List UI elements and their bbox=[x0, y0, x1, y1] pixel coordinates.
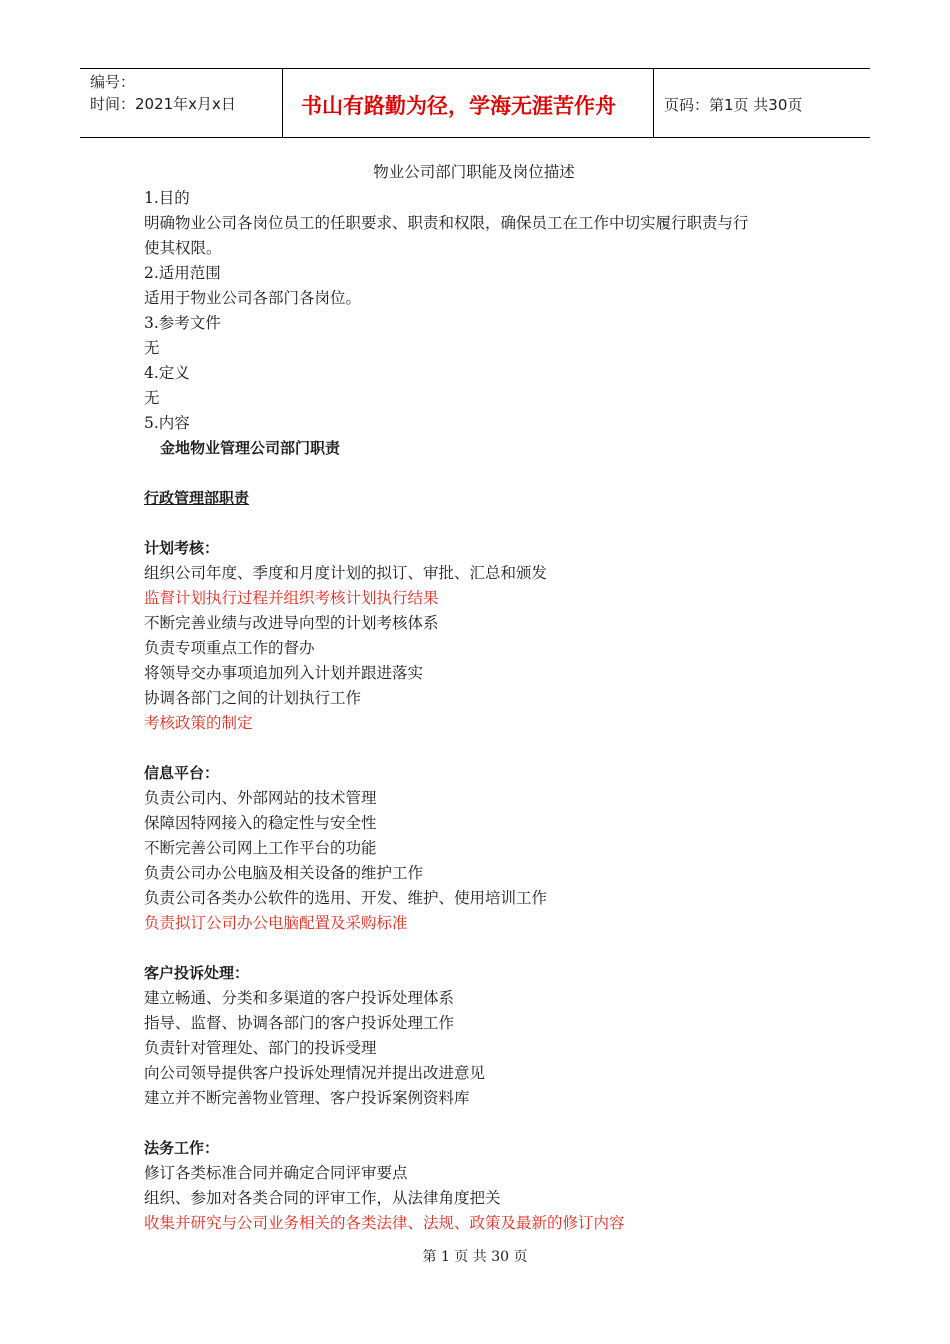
list-item: 负责专项重点工作的督办 bbox=[144, 639, 315, 657]
list-item: 向公司领导提供客户投诉处理情况并提出改进意见 bbox=[144, 1064, 486, 1082]
section-heading: 2.适用范围 bbox=[144, 264, 221, 282]
list-item: 负责拟订公司办公电脑配置及采购标准 bbox=[144, 914, 408, 932]
header-table bbox=[80, 68, 870, 138]
time-label: 时间：2021年x月x日 bbox=[90, 95, 236, 113]
list-item: 指导、监督、协调各部门的客户投诉处理工作 bbox=[144, 1014, 455, 1032]
list-item: 监督计划执行过程并组织考核计划执行结果 bbox=[144, 589, 439, 607]
spacer bbox=[144, 511, 824, 536]
document-body bbox=[144, 158, 824, 1236]
spacer bbox=[144, 936, 824, 961]
paragraph: 无 bbox=[144, 389, 160, 407]
paragraph: 明确物业公司各岗位员工的任职要求、职责和权限，确保员工在工作中切实履行职责与行 bbox=[144, 214, 749, 232]
paragraph: 使其权限。 bbox=[144, 239, 222, 257]
list-item: 组织、参加对各类合同的评审工作，从法律角度把关 bbox=[144, 1189, 501, 1207]
number-label: 编号： bbox=[90, 73, 136, 91]
spacer bbox=[144, 736, 824, 761]
section-heading: 1.目的 bbox=[144, 189, 190, 207]
list-item: 考核政策的制定 bbox=[144, 714, 253, 732]
header-motto: 书山有路勤为径，学海无涯苦作舟 bbox=[282, 69, 654, 137]
list-item: 建立并不断完善物业管理、客户投诉案例资料库 bbox=[144, 1089, 470, 1107]
subsection-heading-legal: 法务工作： bbox=[144, 1139, 220, 1157]
header-meta bbox=[80, 69, 282, 137]
list-item: 协调各部门之间的计划执行工作 bbox=[144, 689, 362, 707]
list-item: 将领导交办事项追加列入计划并跟进落实 bbox=[144, 664, 424, 682]
list-item: 负责公司内、外部网站的技术管理 bbox=[144, 789, 377, 807]
spacer bbox=[144, 461, 824, 486]
paragraph: 无 bbox=[144, 339, 160, 357]
subsection-heading-info: 信息平台： bbox=[144, 764, 220, 782]
list-item: 不断完善业绩与改进导向型的计划考核体系 bbox=[144, 614, 439, 632]
header-page-info: 页码：第1页 共30页 bbox=[664, 95, 803, 114]
list-item: 修订各类标准合同并确定合同评审要点 bbox=[144, 1164, 408, 1182]
list-item: 建立畅通、分类和多渠道的客户投诉处理体系 bbox=[144, 989, 455, 1007]
list-item: 保障因特网接入的稳定性与安全性 bbox=[144, 814, 377, 832]
section-heading: 5.内容 bbox=[144, 414, 190, 432]
company-heading: 金地物业管理公司部门职责 bbox=[160, 439, 341, 457]
paragraph: 适用于物业公司各部门各岗位。 bbox=[144, 289, 362, 307]
document-title: 物业公司部门职能及岗位描述 bbox=[373, 163, 575, 181]
list-item: 不断完善公司网上工作平台的功能 bbox=[144, 839, 377, 857]
list-item: 负责针对管理处、部门的投诉受理 bbox=[144, 1039, 377, 1057]
subsection-heading-complaint: 客户投诉处理： bbox=[144, 964, 250, 982]
list-item: 组织公司年度、季度和月度计划的拟订、审批、汇总和颁发 bbox=[144, 564, 548, 582]
spacer bbox=[144, 1111, 824, 1136]
page-footer: 第 1 页 共 30 页 bbox=[422, 1249, 528, 1265]
section-heading: 3.参考文件 bbox=[144, 314, 221, 332]
subsection-heading-plan: 计划考核： bbox=[144, 539, 220, 557]
dept-heading: 行政管理部职责 bbox=[144, 489, 250, 507]
list-item: 负责公司各类办公软件的选用、开发、维护、使用培训工作 bbox=[144, 889, 548, 907]
section-heading: 4.定义 bbox=[144, 364, 190, 382]
list-item: 负责公司办公电脑及相关设备的维护工作 bbox=[144, 864, 424, 882]
list-item: 收集并研究与公司业务相关的各类法律、法规、政策及最新的修订内容 bbox=[144, 1214, 625, 1232]
